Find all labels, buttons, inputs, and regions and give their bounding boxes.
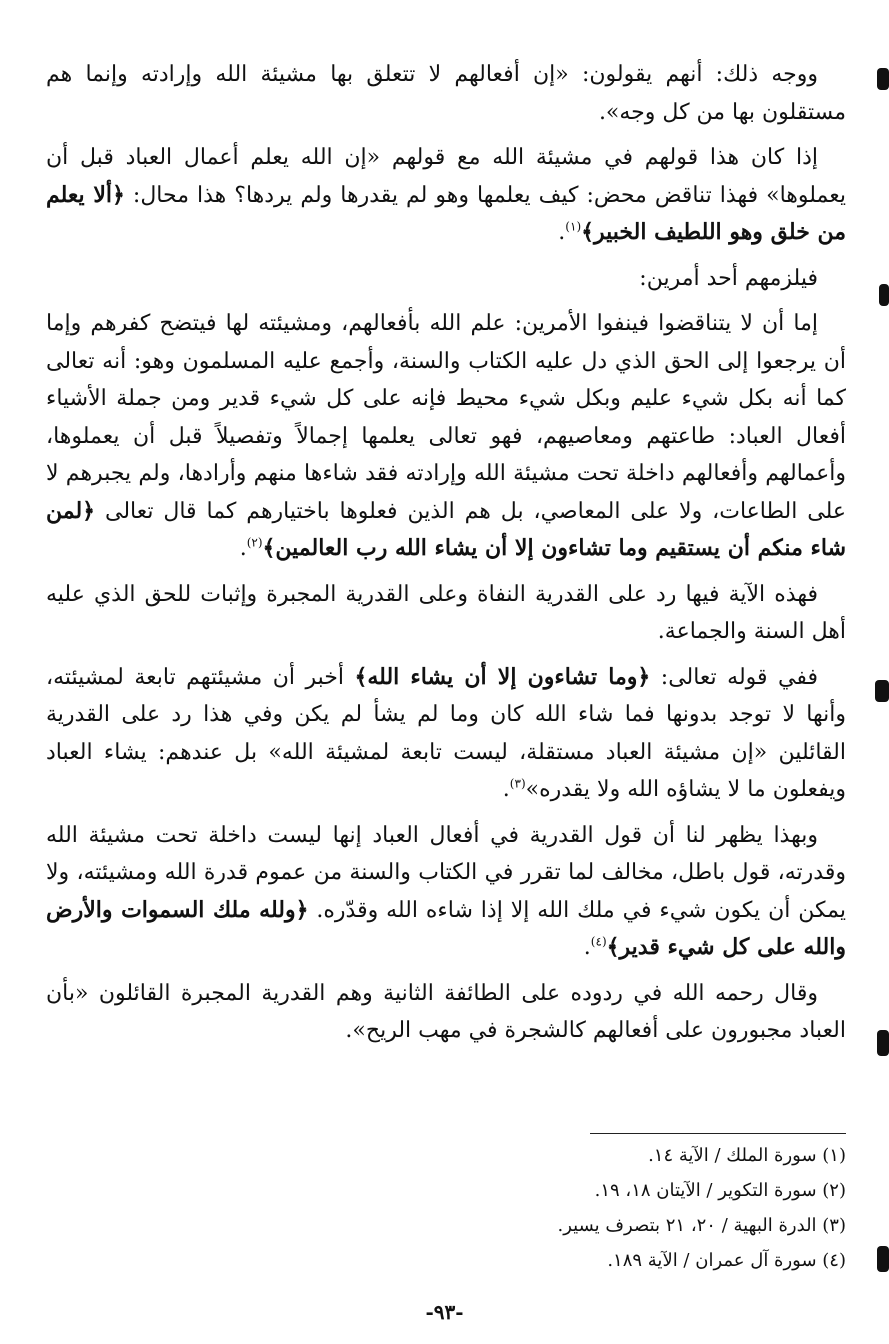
paragraph-3 [46,260,846,298]
paragraph-1 [46,56,846,131]
paragraph-text: وقال رحمه الله في ردوده على الطائفة الثانية وهم القدرية المجبرة القائلون «بأن العباد مجبورون على أفعالهم كالشجرة في مهب الريح». [46,980,846,1043]
paragraph-text: فيلزمهم أحد أمرين: [639,265,818,291]
paragraph-text: إذا كان هذا قولهم في مشيئة الله مع قولهم «إن الله يعلم أعمال العباد قبل أن يعملوها» فهذا تناقض محض: كيف يعلمها وهو لم يقدرها ولم يردها؟ هذا محال: [46,145,846,208]
footnote-ref: (٣) [509,776,526,791]
paragraph-text: . [239,536,247,561]
paragraph-text: وبهذا يظهر لنا أن قول القدرية في أفعال العباد إنها ليست داخلة تحت مشيئة الله وقدرته، قول باطل، مخالف لما تقرر في الكتاب والسنة من عموم قدرة الله ومشيئته، ولا يمكن أن يكون شيء في ملك الله إلا إذا شاءه الله وقدّره. [46,822,846,923]
paragraph-text: فهذه الآية فيها رد على القدرية النفاة وعلى القدرية المجبرة وإثبات للحق الذي عليه أهل السنة والجماعة. [46,581,846,644]
page-number: -٩٣- [425,1300,464,1324]
paragraph-5 [46,576,846,651]
scan-mark [879,284,889,306]
paragraph-text: ففي قوله تعالى: [650,664,818,690]
scan-mark [877,68,889,90]
paragraph-6 [46,659,846,809]
quran-quote: ﴿وما تشاءون إلا أن يشاء الله﴾ [354,663,651,690]
paragraph-text: إما أن لا يتناقضوا فينفوا الأمرين: علم الله بأفعالهم، ومشيئته لها فيتضح كفرهم وإما أن يرجعوا إلى الحق الذي دل عليه الكتاب والسنة، وأجمع عليه المسلمون وهو: أنه تعالى كما أنه بكل شيء عليم وبكل شيء محيط فإنه على كل شيء قدير ومن جملة الأشياء أفعال العباد: طاعتهم ومعاصيهم، فهو تعالى يعلمها إجمالاً وتفصيلاً قبل أن يعملوها، وأعمالهم وأفعالهم داخلة تحت مشيئة الله وإرادته فقد شاءها منهم وأرادها، ولم يجبرهم لا على الطاعات، ولا على المعاصي، بل هم الذين فعلوها باختيارهم كما قال تعالى [46,311,846,524]
footnote-ref: (٤) [590,934,607,949]
paragraph-4 [46,305,846,568]
footnote-ref: (٢) [246,535,263,550]
footnote-2: (٢) سورة التكوير / الآيتان ١٨، ١٩. [594,1180,846,1201]
paragraph-text: أخبر أن مشيئتهم تابعة لمشيئته، وأنها لا توجد بدونها فما شاء الله كان وما لم يشأ لم يكن وفي هذا رد على القدرية القائلين «إن مشيئة العباد مستقلة، ليست تابعة لمشيئة الله» بل عندهم: يشاء العباد ويفعلون ما لا يشاؤه الله ولا يقدره» [46,664,846,802]
scan-mark [877,1246,889,1272]
paragraph-7 [46,817,846,967]
paragraph-text: . [502,777,510,802]
paragraph-2 [46,139,846,252]
footnote-1: (١) سورة الملك / الآية ١٤. [648,1145,846,1166]
quran-quote: ﴿ولله ملك السموات والأرض والله على كل شيء قدير﴾ [46,896,846,960]
scan-mark [875,680,889,702]
paragraph-text: ووجه ذلك: أنهم يقولون: «إن أفعالهم لا تتعلق بها مشيئة الله وإرادته وإنما هم مستقلون بها من كل وجه». [46,62,846,125]
paragraph-8 [46,975,846,1050]
footnotes [46,1138,846,1278]
scan-mark [877,1030,889,1056]
footnote-ref: (١) [565,219,582,234]
page-body [46,56,846,1058]
footnote-4: (٤) سورة آل عمران / الآية ١٨٩. [607,1250,846,1271]
paragraph-text: . [583,935,591,960]
quran-quote: ﴿ألا يعلم من خلق وهو اللطيف الخبير﴾ [46,181,846,245]
footnote-divider [590,1133,846,1134]
footnote-3: (٣) الدرة البهية / ٢٠، ٢١ بتصرف يسير. [557,1215,846,1236]
paragraph-text: . [558,220,566,245]
quran-quote: ﴿لمن شاء منكم أن يستقيم وما تشاءون إلا أن يشاء الله رب العالمين﴾ [46,497,846,561]
